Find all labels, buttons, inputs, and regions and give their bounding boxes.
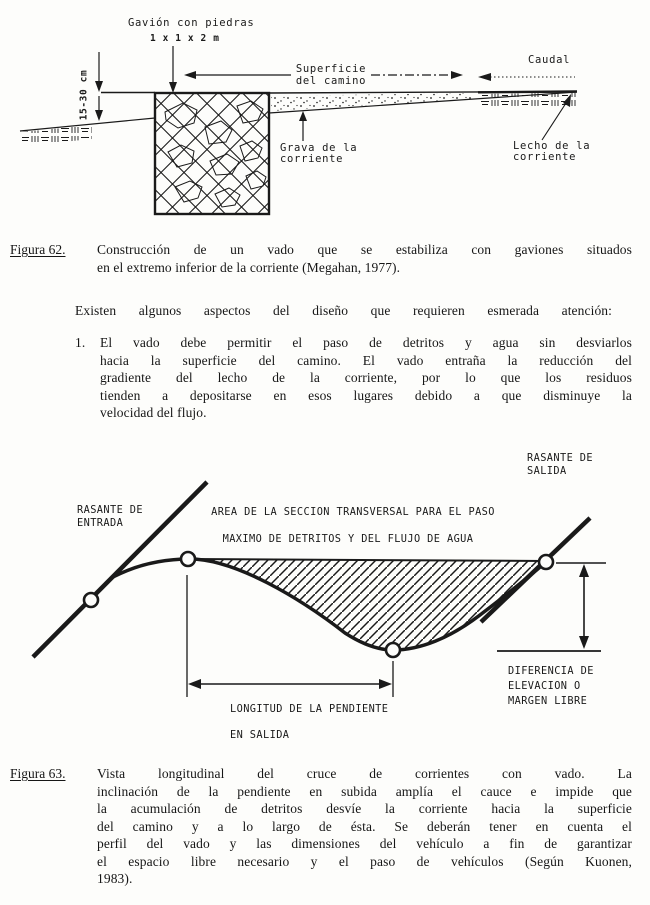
figure62-caption <box>97 241 632 276</box>
figure63-caption-line: del camino y a lo largo de ésta. Se deberán tener en cuenta el <box>97 818 632 834</box>
figure63-caption-line: inclinación de la pendiente en subida amplía el cauce e impide que <box>97 783 632 799</box>
entry-grade-label-1: RASANTE DE <box>77 504 143 516</box>
streambed-label-2: corriente <box>513 151 577 163</box>
depth-dimension-arrows <box>95 52 103 121</box>
entry-point-marker <box>84 593 98 607</box>
list-item-1-line: tienden a depositarse en esos lugares debido a que disminuye la <box>100 387 632 403</box>
gabion-size-label: 1 x 1 x 2 m <box>150 33 220 44</box>
streambed-hatch <box>480 93 577 109</box>
slope-length-label-2: EN SALIDA <box>230 729 290 741</box>
elevation-label-2: ELEVACION O <box>508 680 581 692</box>
elevation-label-3: MARGEN LIBRE <box>508 695 588 707</box>
area-label-2: MAXIMO DE DETRITOS Y DEL FLUJO DE AGUA <box>222 533 474 545</box>
intro-line: Existen algunos aspectos del diseño que requieren esmerada atención: <box>75 303 612 318</box>
figure63-caption <box>97 765 632 888</box>
exit-grade-label-1: RASANTE DE <box>527 452 593 464</box>
gravel-label-1: Grava de la <box>280 142 358 154</box>
depth-dimension-label: 15-30 cm <box>78 69 90 121</box>
gravel-stipple <box>271 93 472 111</box>
flow-label: Caudal <box>528 54 571 66</box>
crest-point-marker <box>181 552 195 566</box>
entry-grade-label-2: ENTRADA <box>77 517 124 529</box>
figure62-caption-line: en el extremo inferior de la corriente (Megahan, 1977). <box>97 259 401 275</box>
list-item-1-line: velocidad del flujo. <box>100 405 207 420</box>
list-item-1-line: El vado debe permitir el paso de detritos y agua sin desviarlos <box>100 335 632 350</box>
figure63-diagram <box>0 440 650 750</box>
streambed-label-1: Lecho de la <box>513 140 591 152</box>
road-surface-label-1: Superficie <box>295 63 367 75</box>
area-label-1: AREA DE LA SECCION TRANSVERSAL PARA EL PASO <box>211 506 495 518</box>
figure62-diagram <box>0 0 650 235</box>
gabion-pointer-arrow <box>169 46 177 93</box>
figure62-caption-label: Figura 62. <box>10 242 66 257</box>
left-ground-hatch <box>22 125 92 146</box>
exit-point-marker <box>539 555 553 569</box>
figure63-caption-line: el espacio libre necesario y el paso de vehículos (Según Kuonen, <box>97 853 632 869</box>
gabion-box <box>155 93 269 214</box>
list-item-1-line: hacia la superficie del camino. El vado entraña la reducción del <box>100 352 632 368</box>
figure63-caption-line: perfil del vado y las dimensiones del vehículo a fin de garantizar <box>97 836 632 851</box>
elevation-label-1: DIFERENCIA DE <box>508 665 594 677</box>
figure63-caption-label: Figura 63. <box>10 766 66 781</box>
gabion-label: Gavión con piedras <box>128 17 255 29</box>
slope-length-label-1: LONGITUD DE LA PENDIENTE <box>230 703 389 715</box>
exit-grade-label-2: SALIDA <box>527 465 567 477</box>
figure63-caption-line: Vista longitudinal del cruce de corrientes con vado. La <box>97 766 632 781</box>
gravel-callout-arrow <box>299 111 307 141</box>
list-item-1 <box>100 334 632 422</box>
streambed-top-line <box>478 92 577 93</box>
flow-arrow <box>478 73 575 81</box>
figure62-caption-line: Construcción de un vado que se estabiliza con gaviones situados <box>97 242 632 257</box>
list-item-1-line: gradiente del lecho de la corriente, por lo que los residuos <box>100 370 632 385</box>
figure63-caption-line: 1983). <box>97 871 133 886</box>
gravel-label-2: corriente <box>280 153 344 165</box>
sag-point-marker <box>386 643 400 657</box>
figure63-caption-line: la acumulación de detritos desvíe la corriente hacia la superficie <box>97 801 632 816</box>
intro-paragraph <box>75 302 612 320</box>
road-surface-label-2: del camino <box>295 75 367 87</box>
list-item-1-number: 1. <box>75 335 86 350</box>
